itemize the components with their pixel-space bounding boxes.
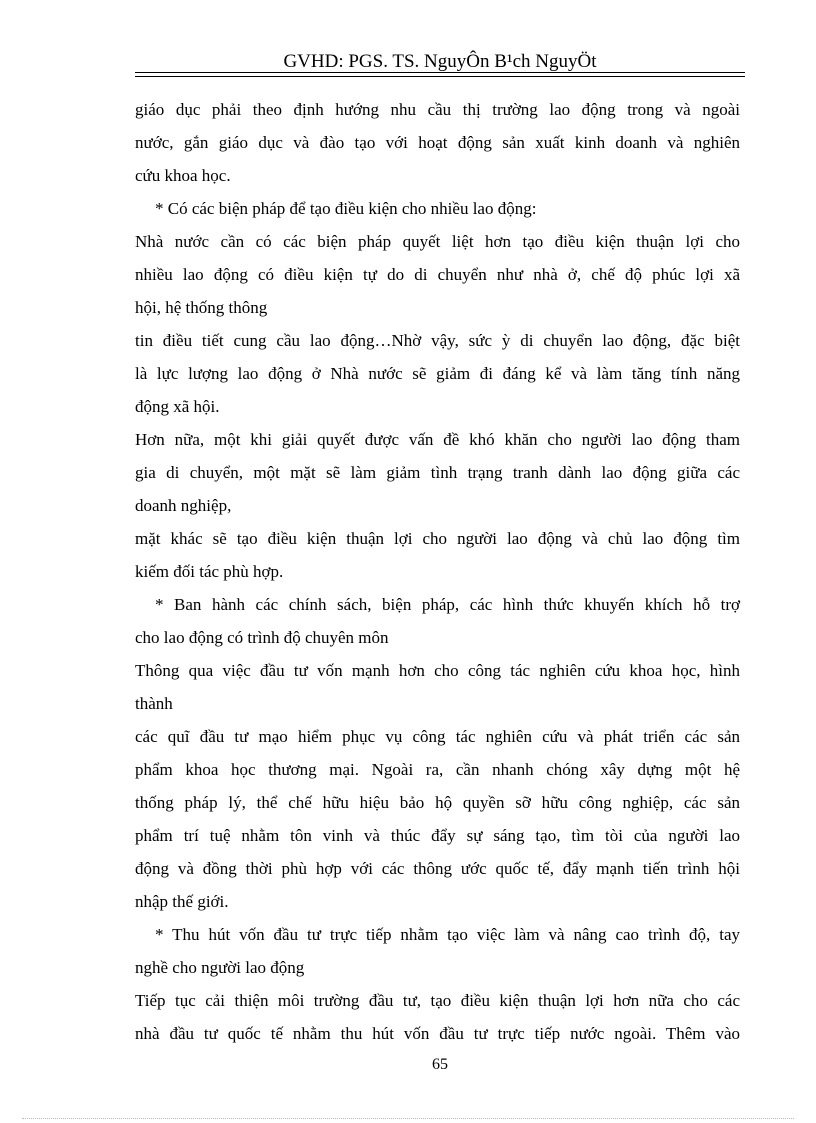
bullet-heading: * Thu hút vốn đầu tư trực tiếp nhằm tạo việc làm và nâng cao trình độ, tay bbox=[155, 925, 740, 944]
page-boundary-line bbox=[22, 1118, 794, 1119]
text-line: động và đồng thời phù hợp với các thông ước quốc tế, đẩy mạnh tiến trình hội bbox=[135, 859, 740, 878]
text-line: doanh nghiệp, bbox=[135, 496, 232, 515]
text-line: Nhà nước cần có các biện pháp quyết liệt hơn tạo điều kiện thuận lợi cho bbox=[135, 232, 740, 251]
text-line: nhiều lao động có điều kiện tự do di chuyển như nhà ở, chế độ phúc lợi xã bbox=[135, 265, 740, 284]
text-line: nhập thế giới. bbox=[135, 892, 229, 911]
text-line: giáo dục phải theo định hướng nhu cầu thị trường lao động trong và ngoài bbox=[135, 100, 740, 119]
text-line: Hơn nữa, một khi giải quyết được vấn đề khó khăn cho người lao động tham bbox=[135, 430, 740, 449]
header-rule-thick bbox=[135, 72, 745, 73]
text-line: nước, gắn giáo dục và đào tạo với hoạt động sản xuất kinh doanh và nghiên bbox=[135, 133, 740, 152]
page-number: 65 bbox=[432, 1056, 448, 1073]
bullet-heading: * Ban hành các chính sách, biện pháp, các hình thức khuyến khích hỗ trợ bbox=[155, 595, 740, 614]
page-header: GVHD: PGS. TS. NguyÔn B¹ch NguyÖt bbox=[283, 51, 597, 72]
text-line: phẩm trí tuệ nhằm tôn vinh và thúc đẩy sự sáng tạo, tìm tòi của người lao bbox=[135, 826, 740, 845]
body-text bbox=[135, 93, 740, 1050]
text-line: các quĩ đầu tư mạo hiểm phục vụ công tác nghiên cứu và phát triển các sản bbox=[135, 727, 740, 746]
bullet-heading: * Có các biện pháp để tạo điều kiện cho nhiều lao động: bbox=[155, 199, 537, 218]
text-line: là lực lượng lao động ở Nhà nước sẽ giảm đi đáng kể và làm tăng tính năng bbox=[135, 364, 740, 383]
text-line: tin điều tiết cung cầu lao động…Nhờ vậy, sức ỳ di chuyển lao động, đặc biệt bbox=[135, 331, 740, 350]
header-rule-thin bbox=[135, 76, 745, 77]
text-line: nhà đầu tư quốc tế nhằm thu hút vốn đầu tư trực tiếp nước ngoài. Thêm vào bbox=[135, 1024, 740, 1043]
text-line: động xã hội. bbox=[135, 397, 220, 416]
text-line: cho lao động có trình độ chuyên môn bbox=[135, 628, 389, 647]
text-line: thống pháp lý, thể chế hữu hiệu bảo hộ quyền sỡ hữu công nghiệp, các sản bbox=[135, 793, 740, 812]
text-line: Thông qua việc đầu tư vốn mạnh hơn cho công tác nghiên cứu khoa học, hình bbox=[135, 661, 740, 680]
text-line: hội, hệ thống thông bbox=[135, 298, 268, 317]
text-line: gia di chuyển, một mặt sẽ làm giảm tình trạng tranh dành lao động giữa các bbox=[135, 463, 740, 482]
text-line: thành bbox=[135, 694, 173, 713]
text-line: cứu khoa học. bbox=[135, 166, 231, 185]
text-line: phẩm khoa học thương mại. Ngoài ra, cần nhanh chóng xây dựng một hệ bbox=[135, 760, 740, 779]
text-line: mặt khác sẽ tạo điều kiện thuận lợi cho người lao động và chủ lao động tìm bbox=[135, 529, 740, 548]
text-line: nghề cho người lao động bbox=[135, 958, 305, 977]
text-line: kiếm đối tác phù hợp. bbox=[135, 562, 284, 581]
text-line: Tiếp tục cải thiện môi trường đầu tư, tạo điều kiện thuận lợi hơn nữa cho các bbox=[135, 991, 740, 1010]
